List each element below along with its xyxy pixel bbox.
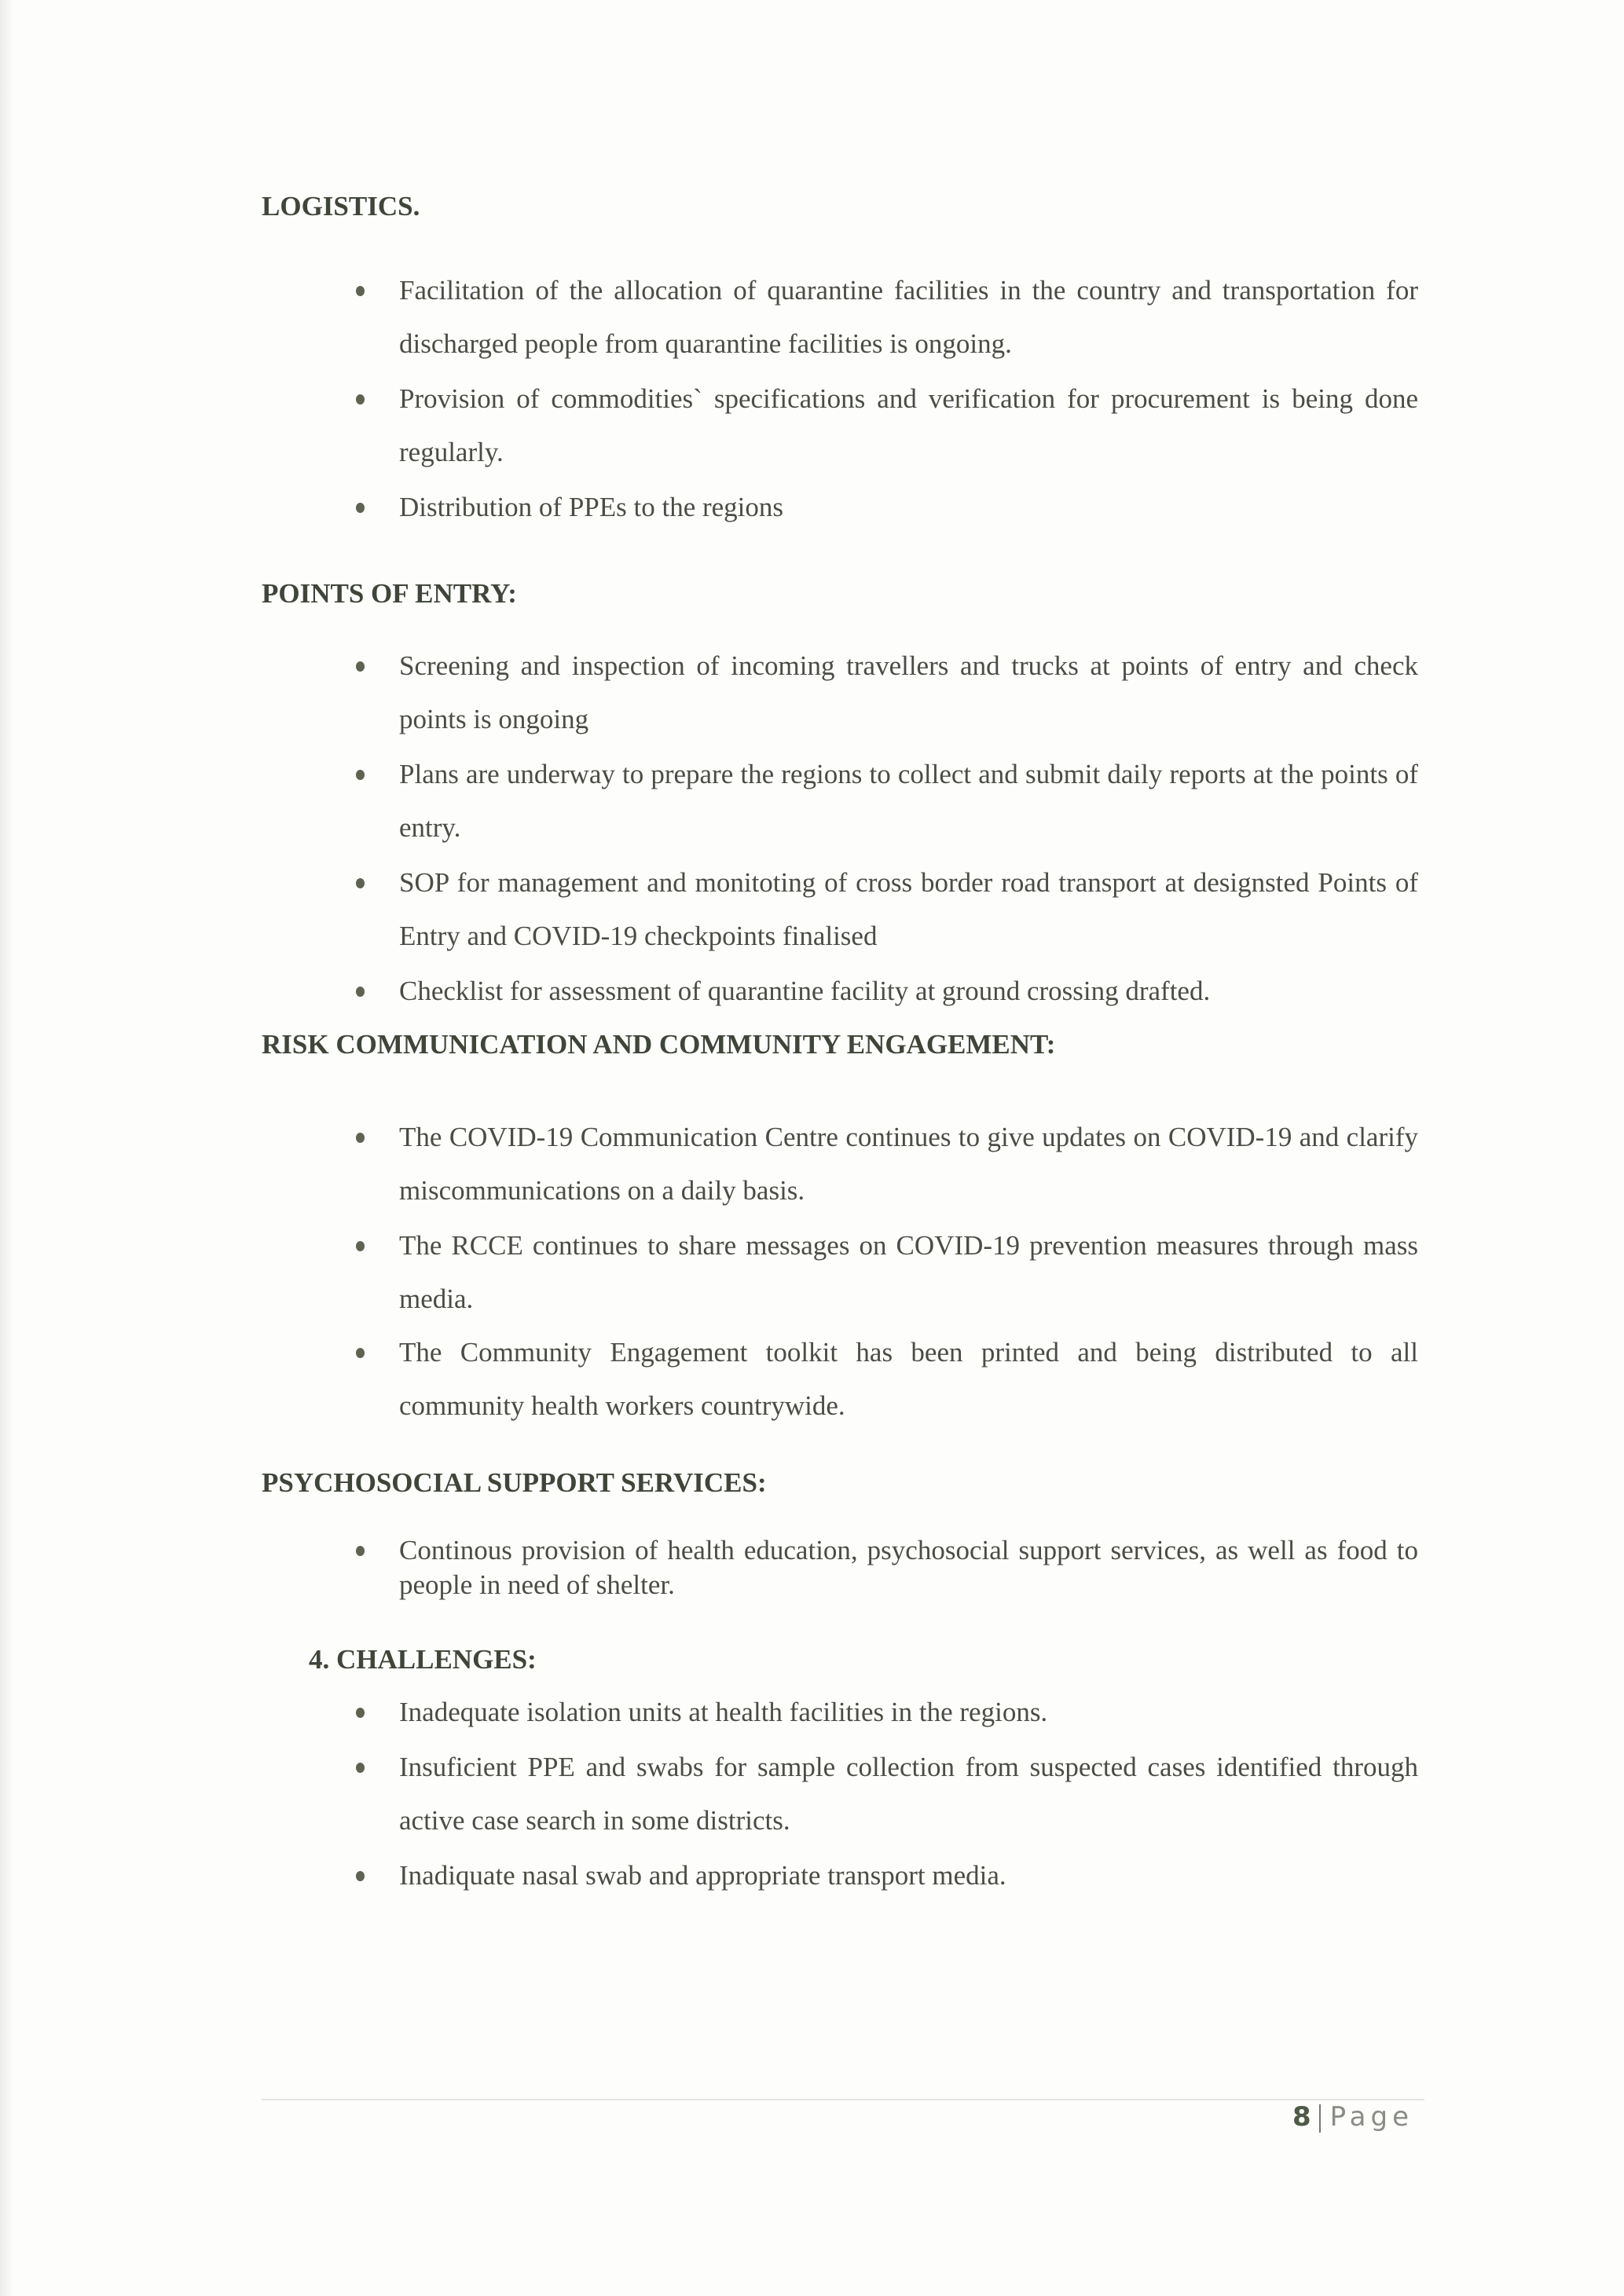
list-item: The RCCE continues to share messages on COVID-19 prevention measures through mass media.: [356, 1219, 1418, 1326]
footer-divider: [262, 2099, 1424, 2100]
list-item: Provision of commodities` specifications and verification for procurement is being done regularly.: [356, 372, 1418, 479]
bullet-icon: [356, 1348, 365, 1358]
list-item: Continous provision of health education, psychosocial support services, as well as food to people in need of shelter.: [356, 1533, 1418, 1602]
page-label: Page: [1329, 2101, 1413, 2133]
section-heading-logistics: LOGISTICS.: [262, 191, 420, 222]
bullet-icon: [356, 1763, 365, 1773]
bullet-icon: [356, 394, 365, 405]
bullet-icon: [356, 286, 365, 296]
bullet-icon: [356, 987, 365, 997]
bullet-icon: [356, 661, 365, 672]
list-item: Plans are underway to prepare the regions to collect and submit daily reports at the points of entry.: [356, 748, 1418, 855]
bullet-icon: [356, 503, 365, 513]
bullet-icon: [356, 878, 365, 888]
page-number: 8: [1292, 2101, 1311, 2133]
list-item: Distribution of PPEs to the regions: [356, 481, 1418, 534]
bullet-icon: [356, 1871, 365, 1881]
section-heading-risk-communication: RISK COMMUNICATION AND COMMUNITY ENGAGEMENT:: [262, 1029, 1056, 1060]
page-number-footer: [1292, 2101, 1413, 2133]
list-item: Facilitation of the allocation of quarantine facilities in the country and transportation for discharged people from quarantine facilities is ongoing.: [356, 264, 1418, 371]
bullet-icon: [356, 1708, 365, 1718]
page-edge-shadow: [0, 0, 14, 2296]
list-item: Checklist for assessment of quarantine facility at ground crossing drafted.: [356, 965, 1418, 1018]
separator-bar: [1319, 2104, 1321, 2133]
list-item: Inadiquate nasal swab and appropriate transport media.: [356, 1849, 1418, 1902]
section-heading-challenges: 4. CHALLENGES:: [309, 1644, 537, 1675]
list-item: Insuficient PPE and swabs for sample collection from suspected cases identified through active case search in some districts.: [356, 1741, 1418, 1847]
list-item: The Community Engagement toolkit has been printed and being distributed to all community health workers countrywide.: [356, 1326, 1418, 1433]
list-item: Inadequate isolation units at health facilities in the regions.: [356, 1686, 1418, 1739]
bullet-icon: [356, 1546, 365, 1556]
list-item: SOP for management and monitoting of cross border road transport at designsted Points of Entry and COVID-19 checkpoints finalised: [356, 856, 1418, 963]
bullet-icon: [356, 770, 365, 780]
bullet-icon: [356, 1133, 365, 1143]
section-heading-points-of-entry: POINTS OF ENTRY:: [262, 578, 517, 609]
list-item: Screening and inspection of incoming travellers and trucks at points of entry and check points is ongoing: [356, 639, 1418, 746]
list-item: The COVID-19 Communication Centre continues to give updates on COVID-19 and clarify miscommunications on a daily basis.: [356, 1111, 1418, 1218]
section-heading-psychosocial: PSYCHOSOCIAL SUPPORT SERVICES:: [262, 1467, 767, 1498]
bullet-icon: [356, 1241, 365, 1251]
